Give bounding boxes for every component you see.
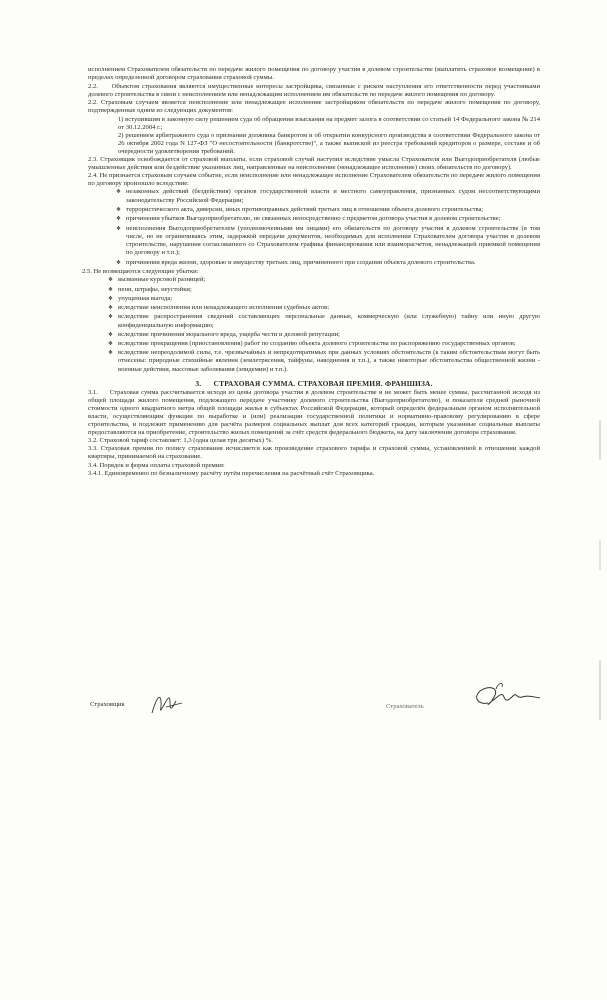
paragraph-intro: исполнением Страхователем обязательств по передаче жилого помещения по договору участия в долевом строительстве (выплатить страховое возмещение) в пределах определенной договором страхования страховой суммы. <box>88 66 540 82</box>
paragraph-3-1: 3.1. Страховая сумма рассчитывается исходя из цены договора участия в долевом строительстве и не может быть менее суммы, рассчитанной исходя из общей площади жилого помещения, подлежащего передаче участнику долевого строительства (Выгодоприобретателю), и показателя средней рыночной стоимости одного квадратного метра общей площади жилья в субъектах Российской Федерации, который определён федеральным органом исполнительной власти, осуществляющим функции по выработке и (или) реализации государственной политики и нормативно-правовому регулированию в сфере строительства, и подлежит применению для расчёта размеров социальных выплат для всех категорий граждан, которым указанные социальные выплаты предоставляются на приобретение, строительство жилых помещений за счёт средств федерального бюджета, на дату заключения договора страхования. <box>88 388 540 437</box>
list-item: ❖ вследствие распространения сведений составляющих персональные данные, коммерческую (или служебную) тайну или иную другую конфиденциальную информацию; <box>118 313 540 329</box>
paragraph-2-4: 2.4. Не признается страховым случаем событие, если неисполнение или ненадлежащее исполнение Страхователем обязательств по передаче жилого помещения по договору произошло вследствие: <box>88 172 540 188</box>
paragraph-2-2-insured-event: 2.2. Страховым случаем является неисполнение или ненадлежащее исполнение застройщиком обязательств по передаче жилого помещения по договору, подтвержденные одним из следующих документов: <box>88 99 540 115</box>
paragraph-document-2: 2) решением арбитражного суда о признании должника банкротом и об открытии конкурсного производства в соответствии Федерального закона от 26 октября 2002 года N 127-ФЗ "О несостоятельности (банкротстве)", а также выпиской из реестра требований кредиторов о размере, составе и об очередности удовлетворения требований. <box>118 131 540 155</box>
list-item: ❖ вследствие неисполнения или ненадлежащего исполнения судебных актов; <box>118 304 540 312</box>
list-item: ❖ неисполнения Выгодоприобретателем (уполномоченными им лицами) его обязательств по договору участия в долевом строительстве (в том числе, но не ограничиваясь этим, задержкой передачи документов, необходимых для исполнения Страхователем договора участия в долевом строительстве, нарушения согласованного со Страхователем графика финансирования или взаиморасчетов, ненадлежащей приемкой помещения по договору и т.п.); <box>126 225 540 257</box>
losses-list <box>88 276 540 373</box>
signature-row <box>90 695 540 717</box>
list-item: ❖ вследствие прекращения (приостановления) работ по созданию объекта долевого строительства по распоряжению государственных органов; <box>118 340 540 348</box>
insurer-signature-icon <box>148 691 188 717</box>
list-item: ❖ незаконных действий (бездействия) органов государственной власти и местного самоуправления, признанных судом несоответствующими законодательству Российской Федерации; <box>126 188 540 204</box>
policyholder-label: Страхователь <box>386 703 424 710</box>
list-item: ❖ террористического акта, диверсии, иных противоправных действий третьих лиц в отношении объекта долевого строительства; <box>126 206 540 214</box>
exclusions-list <box>88 188 540 266</box>
paragraph-3-2: 3.2. Страховой тариф составляет: 1,3 (одна целая три десятых) %. <box>88 437 273 445</box>
scan-edge-marks <box>598 420 602 720</box>
list-item: ❖ вызванные курсовой разницей; <box>118 276 540 284</box>
list-item: ❖ вследствие непреодолимой силы, т.е. чрезвычайных и непредотвратимых при данных условиях обстоятельств (к таким обстоятельствам могут быть отнесены: природные стихийные явления (землетрясения, тайфуны, наводнения и т.п.), а также некоторые обстоятельства общественной жизни - военные действия, массовые заболевания (эпидемии) и т.п.). <box>118 349 540 373</box>
list-item: ❖ пени, штрафы, неустойки; <box>118 286 540 294</box>
list-item: ❖ упущенная выгода; <box>118 295 540 303</box>
policyholder-signature-icon <box>458 681 542 715</box>
paragraph-2-5: 2.5. Не возмещаются следующие убытки: <box>82 268 199 276</box>
paragraph-3-4: 3.4. Порядок и форма оплаты страховой премии: <box>88 461 225 469</box>
paragraph-document-1: 1) вступившим в законную силу решением суда об обращении взыскания на предмет залога в соответствии со статьей 14 Федерального закона № 214 от 30.12.2004 г.; <box>118 115 540 131</box>
document-body <box>82 66 540 478</box>
paragraph-2-2-object: 2.2. Объектом страхования являются имущественные интересы застройщика, связанные с риском наступления его ответственности перед участниками долевого строительства в связи с неисполнением или ненадлежащим исполнением им обязательств по передаче жилого помещения по договору. <box>88 83 540 99</box>
list-item: ❖ вследствие причинения морального вреда, ущерба чести и деловой репутации; <box>118 331 540 339</box>
list-item: ❖ причинения вреда жизни, здоровью и имуществу третьих лиц, причиненного при создании объекта долевого строительства. <box>126 259 540 267</box>
section-3-heading: 3. СТРАХОВАЯ СУММА. СТРАХОВАЯ ПРЕМИЯ. ФРАНШИЗА. <box>195 378 433 388</box>
paragraph-3-4-1: 3.4.1. Единовременно по безналичному расчёту путём перечисления на расчётный счёт Страховщика. <box>88 469 375 477</box>
insurer-label: Страховщик <box>90 701 125 708</box>
list-item: ❖ причинения убытков Выгодоприобретателю, не связанных непосредственно с предметом договора участия в долевом строительстве; <box>126 215 540 223</box>
paragraph-3-3: 3.3. Страховая премия по полису страхования исчисляется как произведение страхового тарифа и страховой суммы, установленной в отношении каждой квартиры, принимаемой на страхование. <box>88 445 540 461</box>
paragraph-2-3: 2.3. Страховщик освобождается от страховой выплаты, если страховой случай наступил вследствие умысла Страхователя или Выгодоприобретателя (любые умышленные действия или бездействие указанных лиц, направленные на неисполнение (ненадлежащее исполнение) своих обязательств по договору). <box>88 156 540 172</box>
